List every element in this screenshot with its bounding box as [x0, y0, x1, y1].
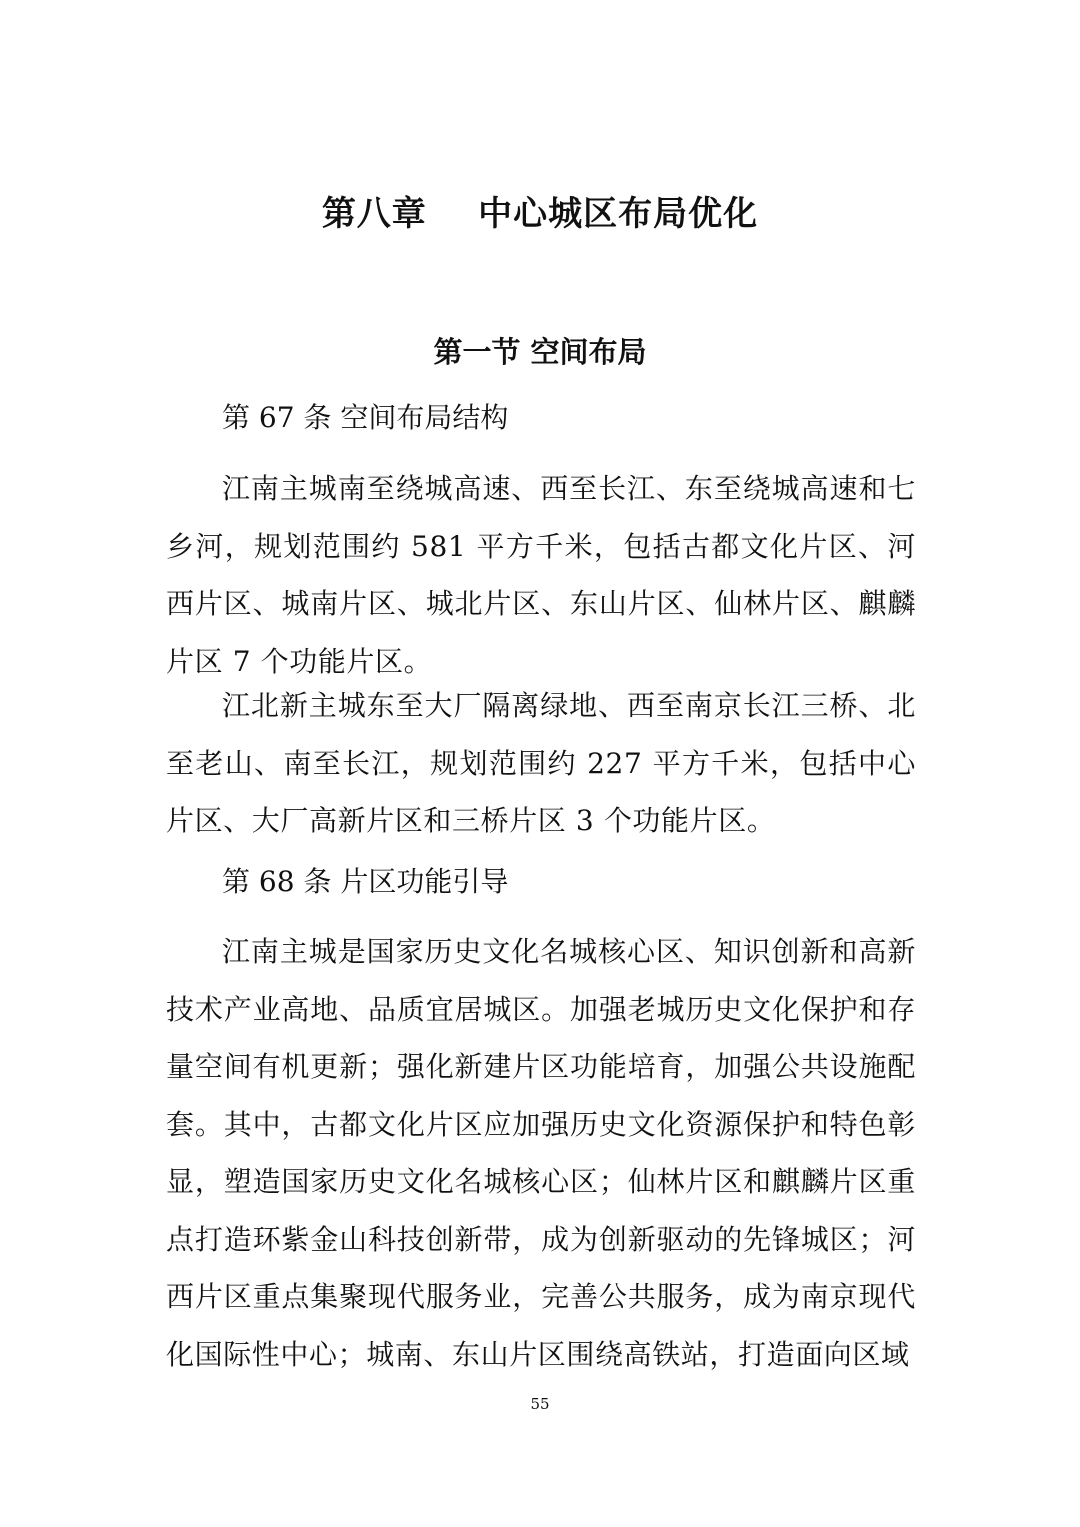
article-67-heading: 第 67 条 空间布局结构 [222, 401, 509, 434]
page-number: 55 [530, 1395, 550, 1413]
section-title: 第一节 空间布局 [433, 335, 647, 369]
article-68-paragraph-1: 江南主城是国家历史文化名城核心区、知识创新和高新技术产业高地、品质宜居城区。加强老城历史文化保护和存量空间有机更新；强化新建片区功能培育，加强公共设施配套。其中，古都文化片区应加强历史文化资源保护和特色彰显，塑造国家历史文化名城核心区；仙林片区和麒麟片区重点打造环紫金山科技创新带，成为创新驱动的先锋城区；河西片区重点集聚现代服务业，完善公共服务，成为南京现代化国际性中心；城南、东山片区围绕高铁站，打造面向区域 [166, 935, 916, 1371]
article-68-heading: 第 68 条 片区功能引导 [222, 865, 509, 898]
article-67-paragraph-2: 江北新主城东至大厂隔离绿地、西至南京长江三桥、北至老山、南至长江，规划范围约 227 平方千米，包括中心片区、大厂高新片区和三桥片区 3 个功能片区。 [166, 689, 916, 837]
chapter-title: 第八章 中心城区布局优化 [321, 194, 759, 234]
article-67-paragraph-1: 江南主城南至绕城高速、西至长江、东至绕城高速和七乡河，规划范围约 581 平方千米，包括古都文化片区、河西片区、城南片区、城北片区、东山片区、仙林片区、麒麟片区 7 个功能片区。 [166, 472, 916, 678]
